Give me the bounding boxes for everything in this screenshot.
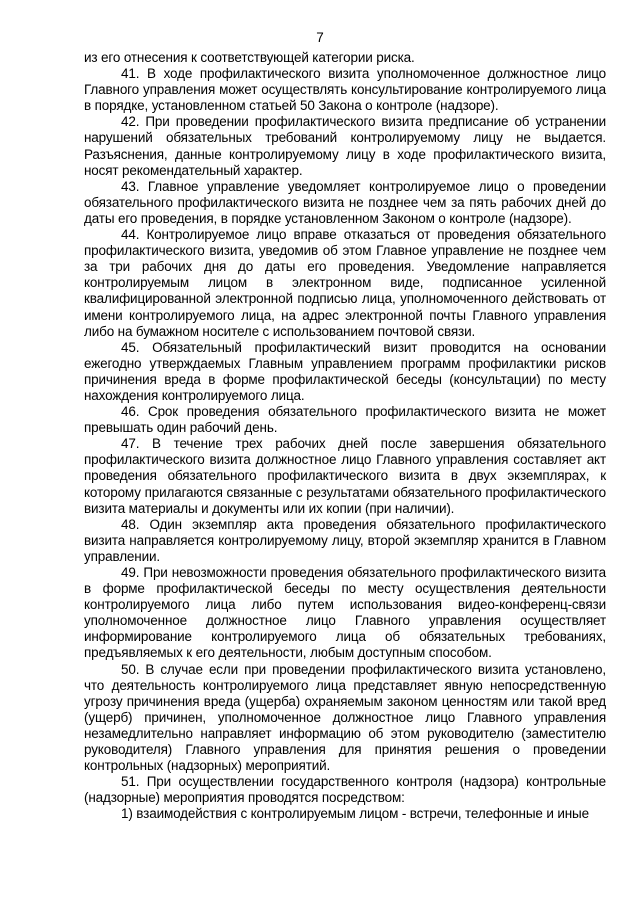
page-number: 7 [316, 30, 324, 45]
paragraph-51-item-1: 1) взаимодействия с контролируемым лицом - встречи, телефонные и иные [121, 806, 589, 822]
paragraph-50: 50. В случае если при проведении профилактического визита установлено, что деятельность контролируемого лица представляет явную непосредственную угрозу причинения вреда (ущерба) охраняемым законом ценностям или такой вред (ущерб) причинен, уполномоченное должностное лицо Главного управления незамедлительно направляет информацию об этом руководителю (заместителю руководителя) Главного управления для принятия решения о проведении контрольных (надзорных) мероприятий. [84, 661, 606, 774]
paragraph-45: 45. Обязательный профилактический визит проводится на основании ежегодно утверждаемых Главным управлением программ профилактики рисков причинения вреда в форме профилактической беседы (консультации) по месту нахождения контролируемого лица. [84, 339, 606, 403]
paragraph-48: 48. Один экземпляр акта проведения обязательного профилактического визита направляется контролируемому лицу, второй экземпляр хранится в Главном управлении. [84, 516, 606, 564]
paragraph-44: 44. Контролируемое лицо вправе отказаться от проведения обязательного профилактического визита, уведомив об этом Главное управление не позднее чем за три рабочих дня до даты его проведения. Уведомление направляется контролируемым лицом в электронном виде, подписанное усиленной квалифицированной электронной подписью лица, уполномоченного действовать от имени контролируемого лица, на адрес электронной почты Главного управления либо на бумажном носителе с использованием почтовой связи. [84, 227, 606, 339]
paragraph-continuation: из его отнесения к соответствующей категории риска. [84, 50, 415, 65]
paragraph-51: 51. При осуществлении государственного контроля (надзора) контрольные (надзорные) мероприятия проводятся посредством: [84, 774, 606, 806]
paragraph-49: 49. При невозможности проведения обязательного профилактического визита в форме профилактической беседы по месту осуществления деятельности контролируемого лица либо путем использования видео-конференц-связи уполномоченное должностное лицо Главного управления осуществляет информирование контролируемого лица об обязательных требованиях, предъявляемых к его деятельности, любым доступным способом. [84, 565, 606, 661]
paragraph-42: 42. При проведении профилактического визита предписание об устранении нарушений обязательных требований контролируемому лицу не выдается. Разъяснения, данные контролируемому лицу в ходе профилактического визита, носят рекомендательный характер. [84, 114, 606, 178]
paragraph-43: 43. Главное управление уведомляет контролируемое лицо о проведении обязательного профилактического визита не позднее чем за пять рабочих дней до даты его проведения, в порядке установленном Законом о контроле (надзоре). [84, 178, 606, 226]
paragraph-46: 46. Срок проведения обязательного профилактического визита не может превышать один рабочий день. [84, 404, 606, 436]
document-body [84, 50, 606, 823]
paragraph-47: 47. В течение трех рабочих дней после завершения обязательного профилактического визита должностное лицо Главного управления составляет акт проведения обязательного профилактического визита в двух экземплярах, к которому прилагаются связанные с результатами обязательного профилактического визита материалы и документы или их копии (при наличии). [84, 436, 606, 516]
paragraph-41: 41. В ходе профилактического визита уполномоченное должностное лицо Главного управления может осуществлять консультирование контролируемого лица в порядке, установленном статьей 50 Закона о контроле (надзоре). [84, 66, 606, 114]
